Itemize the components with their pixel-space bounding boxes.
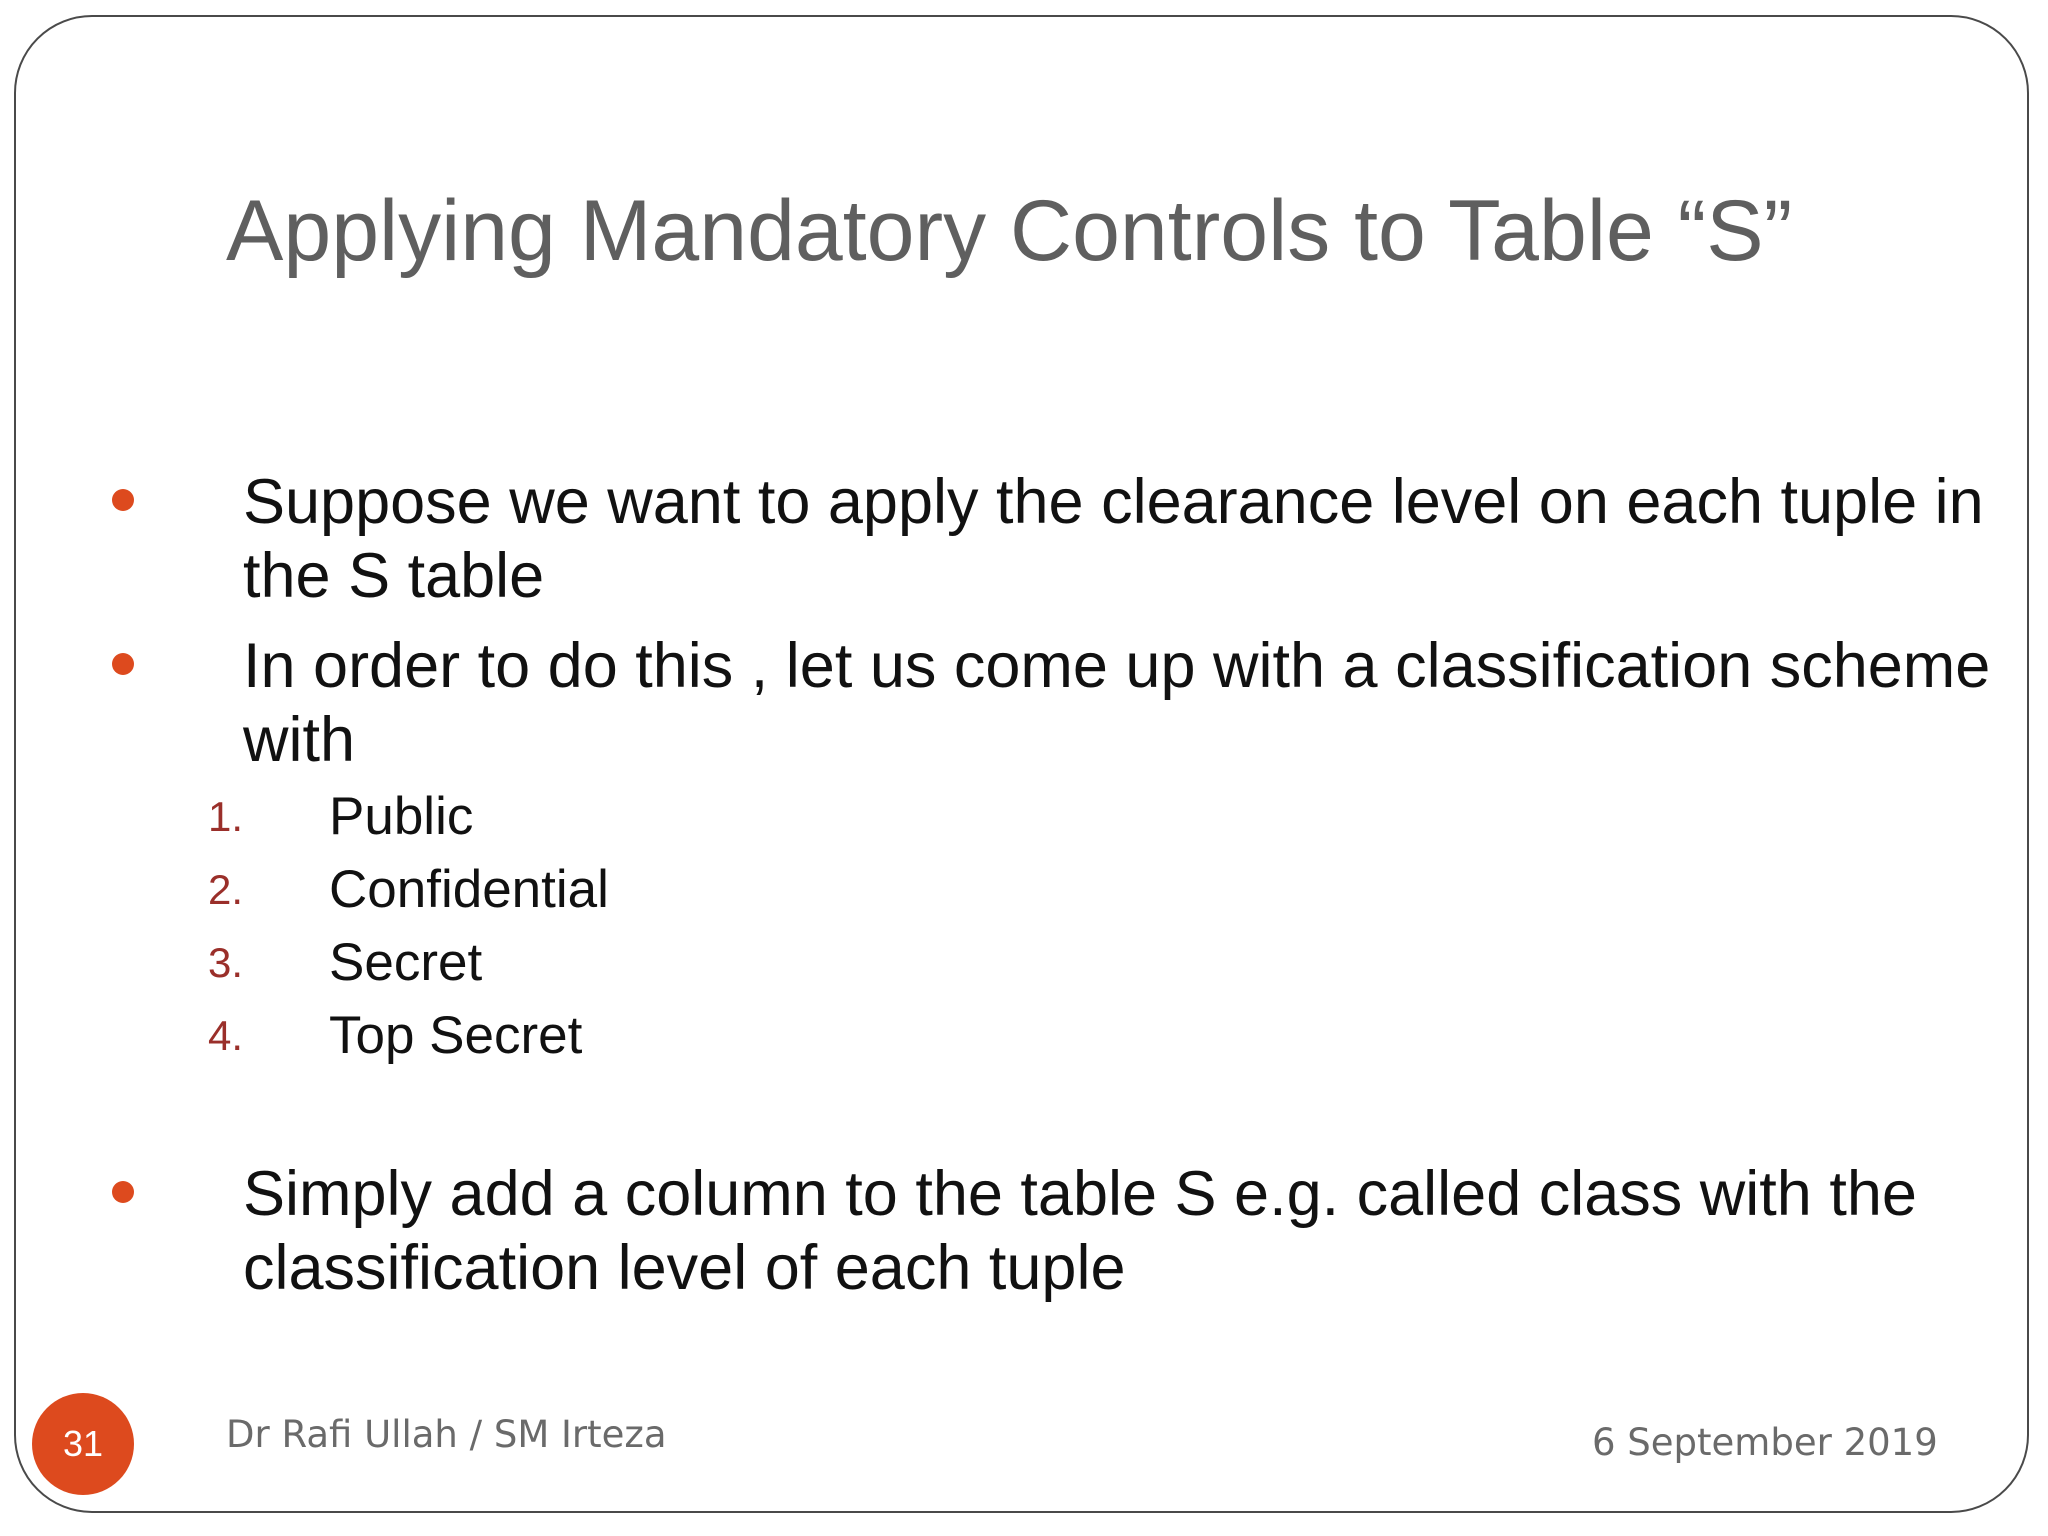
list-number: 3. xyxy=(208,939,244,986)
bullet-text: In order to do this , let us come up with a classification scheme with xyxy=(243,631,1991,775)
list-item-label: Secret xyxy=(329,933,483,992)
bullet-text: Simply add a column to the table S e.g. called class with the classification level of each tuple xyxy=(243,1159,1917,1303)
bullet-text: Suppose we want to apply the clearance level on each tuple in the S table xyxy=(243,467,1984,611)
slide-title: Applying Mandatory Controls to Table “S” xyxy=(226,183,1793,279)
bullet-dot-icon xyxy=(112,489,134,511)
bullet-dot-icon xyxy=(112,653,134,675)
list-item-label: Confidential xyxy=(329,860,609,919)
list-number: 2. xyxy=(208,866,244,913)
footer-date: 6 September 2019 xyxy=(1592,1421,1938,1464)
slide-number-badge: 31 xyxy=(32,1393,134,1495)
list-number: 4. xyxy=(208,1012,244,1059)
list-item-label: Top Secret xyxy=(329,1006,583,1065)
bullet-dot-icon xyxy=(112,1181,134,1203)
list-number: 1. xyxy=(208,793,244,840)
footer-author: Dr Rafi Ullah / SM Irteza xyxy=(226,1413,667,1456)
list-item-label: Public xyxy=(329,787,474,846)
